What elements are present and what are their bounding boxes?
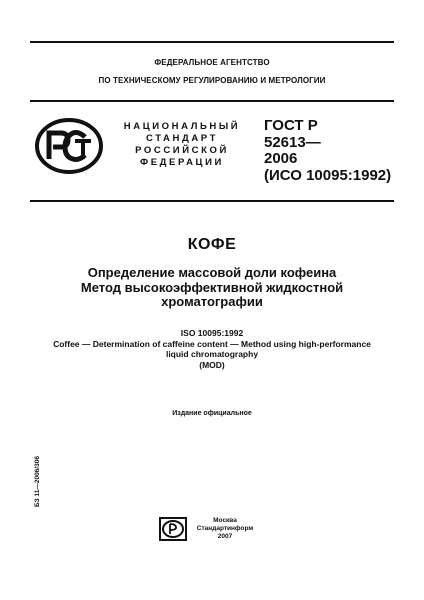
gost-line-4: (ИСО 10095:1992) — [264, 166, 392, 184]
document-title: КОФЕ — [187, 236, 237, 253]
gost-line-3: 2006 — [264, 150, 298, 167]
standard-line-1: НАЦИОНАЛЬНЫЙ — [123, 121, 241, 132]
edition-label: Издание официальное — [172, 410, 252, 417]
english-line-2: liquid chromatography — [165, 349, 259, 359]
top-rule — [30, 41, 394, 43]
english-title-block — [0, 328, 424, 370]
publisher-name: Стандартинформ — [196, 525, 254, 532]
publisher-city: Москва — [213, 517, 237, 524]
standard-line-4: ФЕДЕРАЦИИ — [140, 157, 224, 168]
agency-line-2: ПО ТЕХНИЧЕСКОМУ РЕГУЛИРОВАНИЮ И МЕТРОЛОГИИ — [98, 76, 326, 85]
rst-logo-icon — [35, 117, 103, 175]
side-code: БЗ 11—2006/306 — [34, 456, 41, 507]
subtitle-line-2: Метод высокоэффективной жидкостной — [80, 279, 344, 295]
subtitle-block — [0, 266, 424, 310]
header-rule — [30, 100, 394, 102]
publisher-logo-icon — [159, 517, 187, 541]
gost-line-2: 52613— — [264, 133, 321, 151]
subtitle-line-3: хроматографии — [161, 294, 263, 309]
standard-line-3: РОССИЙСКОЙ — [135, 145, 229, 156]
designation-block — [264, 118, 391, 184]
publisher-block — [190, 517, 260, 541]
english-line-1: Coffee — Determination of caffeine content — Method using high-performance — [53, 338, 371, 349]
iso-designation: ISO 10095:1992 — [180, 328, 244, 338]
publisher-year: 2007 — [217, 533, 233, 540]
standard-type-block — [116, 121, 248, 169]
english-line-3: (MOD) — [199, 359, 225, 370]
agency-line-1: ФЕДЕРАЛЬНОЕ АГЕНТСТВО — [154, 58, 270, 67]
gost-line-1: ГОСТ Р — [264, 117, 318, 134]
designation-rule — [30, 200, 394, 202]
standard-line-2: СТАНДАРТ — [146, 133, 218, 144]
subtitle-line-1: Определение массовой доли кофеина — [87, 265, 337, 280]
